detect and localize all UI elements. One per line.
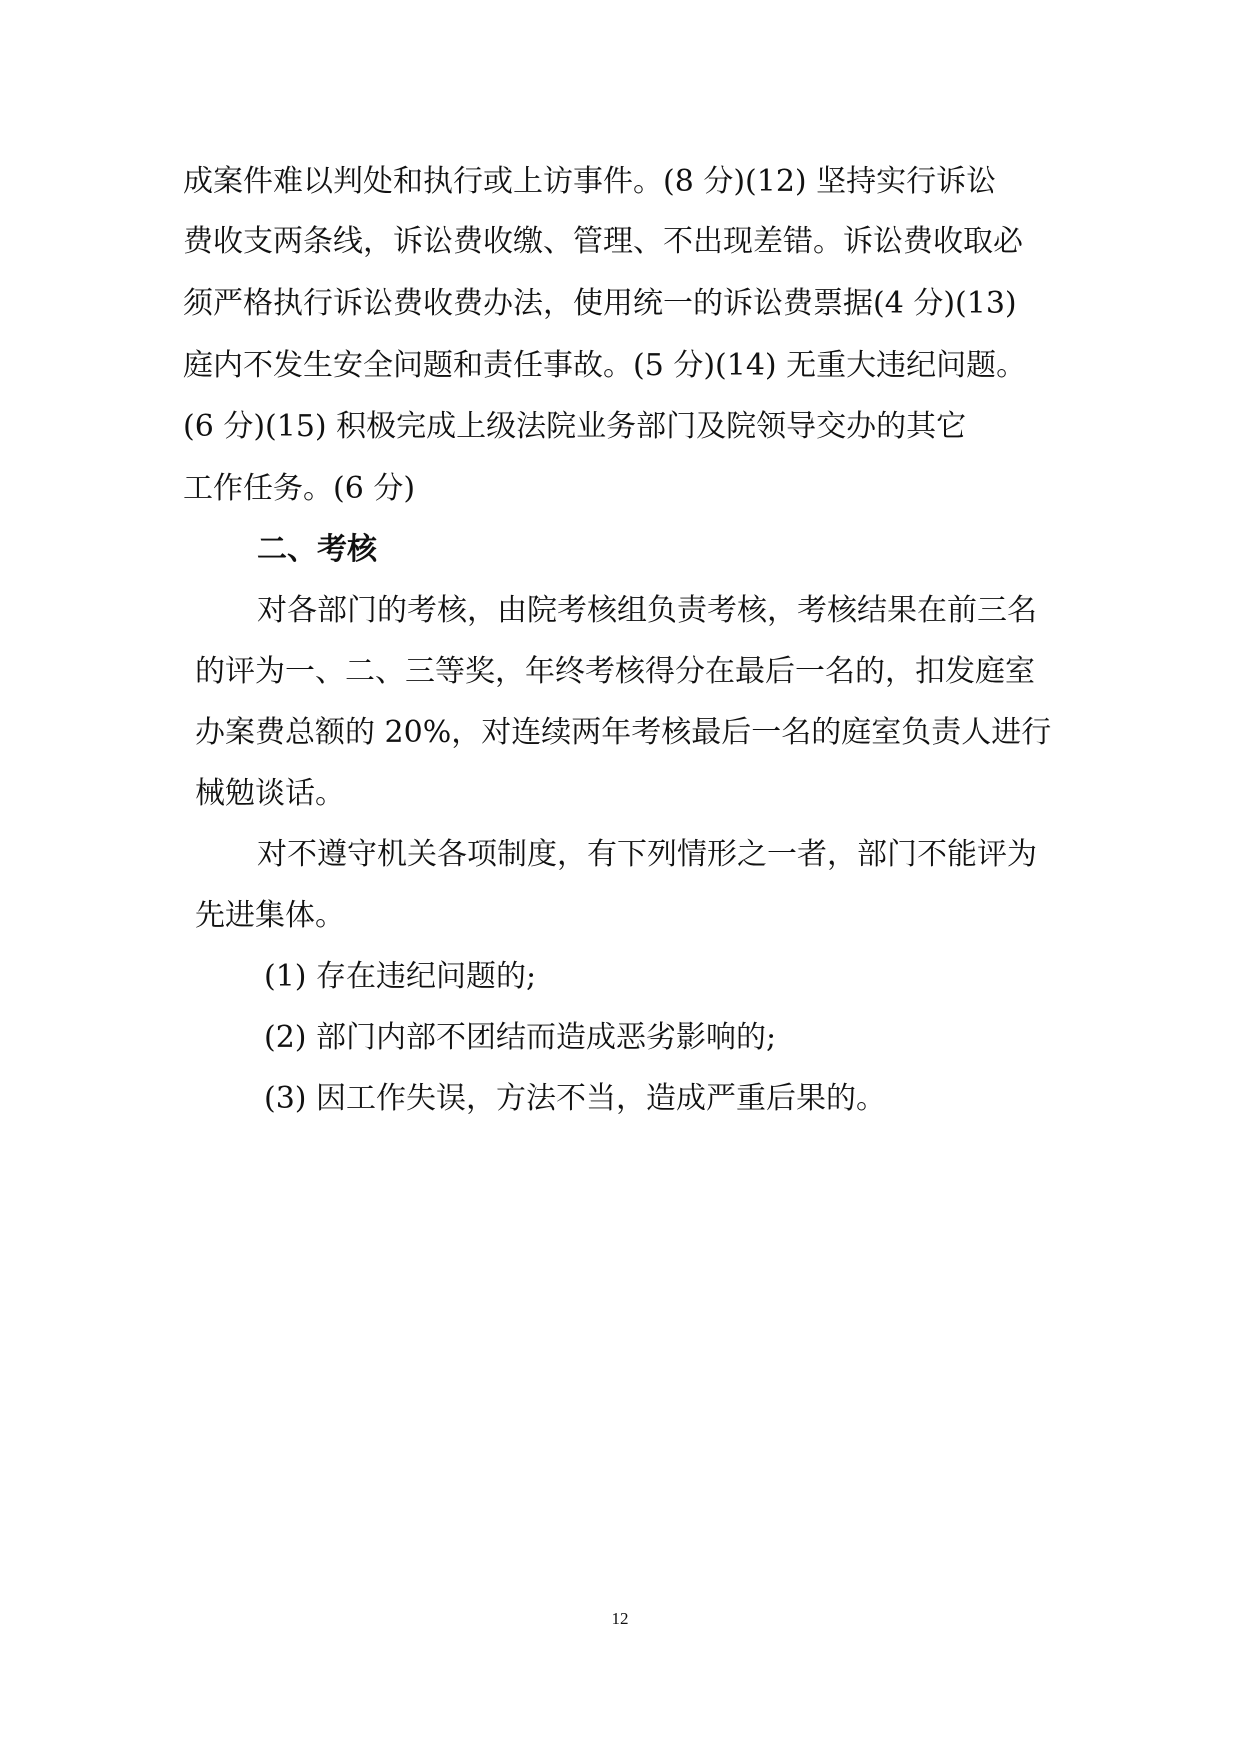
paragraph-1-line-3: 须严格执行诉讼费收费办法，使用统一的诉讼费票据(4 分)(13) [183,286,1017,321]
section-heading: 二、考核 [257,532,377,567]
paragraph-2-line-1: 对各部门的考核，由院考核组负责考核，考核结果在前三名 [257,593,1037,628]
paragraph-2-line-2: 的评为一、二、三等奖，年终考核得分在最后一名的，扣发庭室 [195,654,1035,689]
paragraph-1-line-2: 费收支两条线，诉讼费收缴、管理、不出现差错。诉讼费收取必 [183,224,1023,259]
paragraph-3-line-2: 先进集体。 [195,898,345,933]
list-item: (3) 因工作失误，方法不当，造成严重后果的。 [264,1081,887,1116]
paragraph-1-line-6: 工作任务。(6 分) [183,471,416,506]
paragraph-1-line-5: (6 分)(15) 积极完成上级法院业务部门及院领导交办的其它 [183,409,967,444]
list-item: (1) 存在违纪问题的; [264,959,537,994]
paragraph-1-line-4: 庭内不发生安全问题和责任事故。(5 分)(14) 无重大违纪问题。 [183,348,1027,383]
paragraph-1-line-1: 成案件难以判处和执行或上访事件。(8 分)(12) 坚持实行诉讼 [183,164,997,199]
list-item: (2) 部门内部不团结而造成恶劣影响的; [264,1020,777,1055]
paragraph-3-line-1: 对不遵守机关各项制度，有下列情形之一者，部门不能评为 [257,837,1037,872]
paragraph-2-line-3: 办案费总额的 20%，对连续两年考核最后一名的庭室负责人进行 [195,715,1052,750]
page-number: 12 [611,1609,629,1628]
paragraph-2-line-4: 械勉谈话。 [195,776,345,811]
